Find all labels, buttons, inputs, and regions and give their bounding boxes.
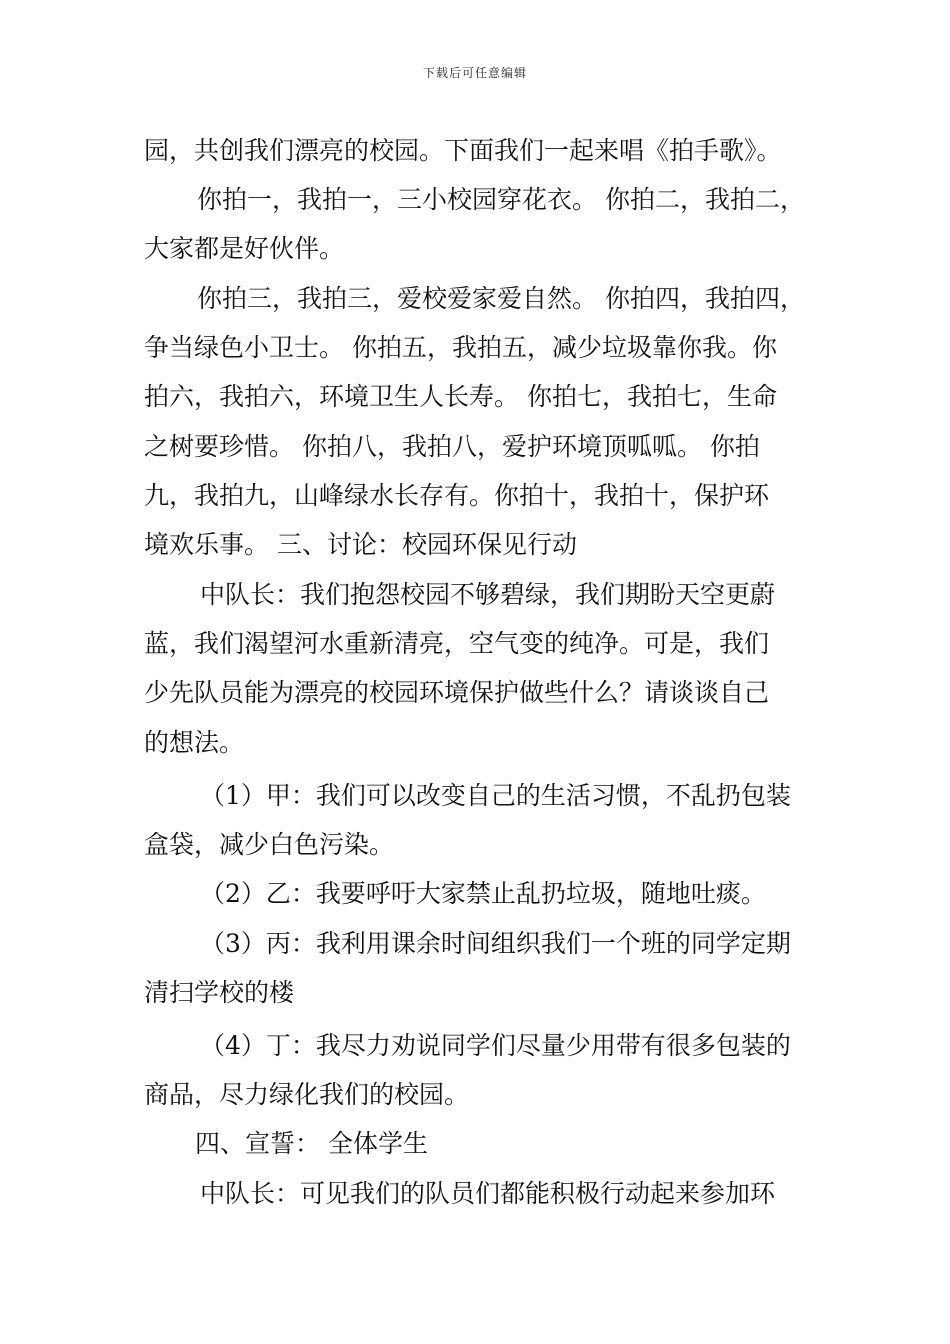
text-line: （2）乙：我要呼吁大家禁止乱扔垃圾，随地吐痰。	[200, 879, 766, 908]
text-line: 盒袋，减少白色污染。	[144, 830, 395, 859]
text-line: 之树要珍惜。 你拍八，我拍八，爱护环境顶呱呱。 你拍	[144, 432, 760, 461]
text-line: （1）甲：我们可以改变自己的生活习惯，不乱扔包装	[200, 781, 791, 810]
text-line: 四、宣誓： 全体学生	[195, 1129, 428, 1158]
text-line: （4）丁：我尽力劝说同学们尽量少用带有很多包装的	[200, 1031, 791, 1060]
text-line: 中队长：可见我们的队员们都能积极行动起来参加环	[200, 1179, 776, 1208]
text-line: 清扫学校的楼	[144, 978, 295, 1007]
text-line: 商品，尽力绿化我们的校园。	[144, 1080, 470, 1109]
text-line: 九，我拍九，山峰绿水长存有。你拍十，我拍十，保护环	[144, 481, 770, 510]
text-line: 中队长：我们抱怨校园不够碧绿，我们期盼天空更蔚	[200, 580, 776, 609]
text-line: 园，共创我们漂亮的校园。下面我们一起来唱《拍手歌》。	[144, 136, 782, 165]
text-line: 你拍三，我拍三，爱校爱家爱自然。 你拍四，我拍四，	[197, 284, 805, 313]
text-line: 少先队员能为漂亮的校园环境保护做些什么？请谈谈自己	[144, 678, 770, 707]
text-line: （3）丙：我利用课余时间组织我们一个班的同学定期	[200, 929, 791, 958]
text-line: 拍六，我拍六，环境卫生人长寿。 你拍七，我拍七，生命	[144, 382, 777, 411]
text-line: 大家都是好伙伴。	[144, 234, 345, 263]
page-header: 下载后可任意编辑	[422, 66, 527, 80]
text-line: 境欢乐事。 三、讨论：校园环保见行动	[144, 530, 577, 559]
text-line: 争当绿色小卫士。 你拍五，我拍五，减少垃圾靠你我。你	[144, 333, 777, 362]
text-line: 蓝，我们渴望河水重新清亮，空气变的纯净。可是，我们	[144, 629, 770, 658]
text-line: 你拍一，我拍一，三小校园穿花衣。 你拍二，我拍二，	[197, 185, 805, 214]
text-line: 的想法。	[144, 728, 245, 757]
